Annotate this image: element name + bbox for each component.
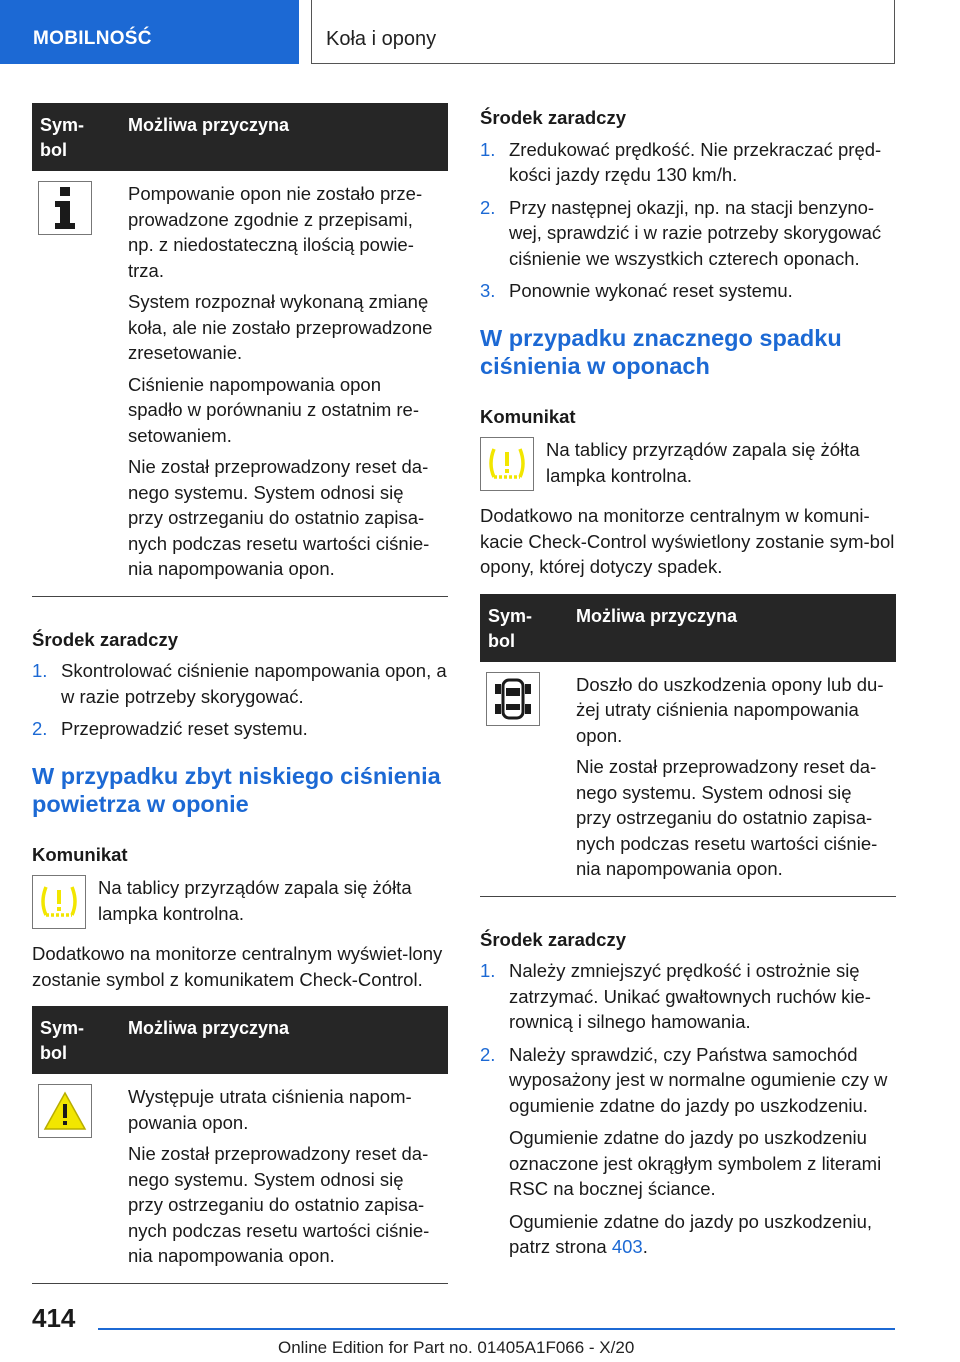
- step-number: 1.: [32, 660, 48, 681]
- message-row: [32, 875, 448, 929]
- page-link[interactable]: 403: [611, 1236, 643, 1257]
- list-item: [480, 137, 896, 188]
- remedy-title: Środek zaradczy: [480, 928, 627, 950]
- header-section-tab: [0, 0, 299, 64]
- message-title: Komunikat: [32, 843, 128, 865]
- section-heading: W przypadku zbyt niskiego ciśnienia powietrza w oponie: [32, 762, 441, 817]
- tire-pressure-warning-icon: [32, 875, 86, 929]
- table-cell-symbol: [480, 662, 568, 897]
- cause-text: Występuje utrata ciśnienia napom-powania opon.: [128, 1086, 412, 1133]
- paragraph: Dodatkowo na monitorze centralnym w komuni-kacie Check-Control wyświetlony zostanie sym-bol opony, której dotyczy spadek.: [480, 505, 895, 577]
- table-header-row: [480, 594, 896, 662]
- car-tire-damage-icon: [486, 672, 540, 726]
- step-text: Należy sprawdzić, czy Państwa samochód wyposażony jest w normalne ogumienie czy w ogumienie zdatne do jazdy po uszkodzeniu.: [509, 1043, 888, 1116]
- table-cell-cause: [120, 1074, 448, 1283]
- step-number: 3.: [480, 280, 496, 301]
- list-item: [480, 958, 896, 1035]
- header-section-label: MOBILNOŚĆ: [33, 28, 152, 49]
- table-header-symbol: Sym- bol: [480, 594, 568, 662]
- remedy-steps: [32, 658, 448, 742]
- left-column: [32, 103, 448, 1284]
- list-item: [480, 278, 896, 304]
- page-number: 414: [32, 1303, 76, 1333]
- cause-table-3: [480, 594, 896, 897]
- list-item: [480, 195, 896, 272]
- table-cell-symbol: [32, 171, 120, 596]
- list-item: [32, 658, 448, 709]
- table-header-row: [32, 1006, 448, 1074]
- table-header-symbol: Sym- bol: [32, 103, 120, 171]
- message-text: Na tablicy przyrządów zapala się żółta lampka kontrolna.: [546, 439, 860, 486]
- table-row: [32, 171, 448, 596]
- cause-text: System rozpoznał wykonaną zmianę koła, ale nie zostało przeprowadzone zresetowanie.: [128, 291, 433, 363]
- info-icon: [38, 181, 92, 235]
- step-text: Przy następnej okazji, np. na stacji benzyno-wej, sprawdzić i w razie potrzeby skorygować ciśnienie we wszystkich czterech oponach.: [509, 196, 882, 269]
- cause-text: Pompowanie opon nie zostało prze-prowadzone zgodnie z przepisami, np. z niedostateczną ilością powie-trza.: [128, 183, 423, 281]
- remedy-title: Środek zaradczy: [32, 628, 179, 650]
- step-note-text: Ogumienie zdatne do jazdy po uszkodzeniu, patrz strona: [509, 1210, 873, 1257]
- tire-pressure-warning-icon: [480, 437, 534, 491]
- message-title: Komunikat: [480, 405, 576, 427]
- table-row: [480, 662, 896, 897]
- step-note: [509, 1209, 896, 1260]
- step-note-suffix: .: [642, 1236, 648, 1257]
- message-row: [480, 437, 896, 491]
- message-text: Na tablicy przyrządów zapala się żółta lampka kontrolna.: [98, 877, 412, 924]
- table-cell-cause: [568, 662, 896, 897]
- table-header-cause: Możliwa przyczyna: [120, 103, 448, 171]
- step-text: Zredukować prędkość. Nie przekraczać pręd-kości jazdy rzędu 130 km/h.: [509, 138, 882, 185]
- table-header-cause: Możliwa przyczyna: [568, 594, 896, 662]
- table-cell-cause: [120, 171, 448, 596]
- cause-table-1: [32, 103, 448, 597]
- right-column: [480, 103, 896, 1267]
- step-number: 2.: [32, 718, 48, 739]
- step-number: 1.: [480, 960, 496, 981]
- cause-text: Ciśnienie napompowania opon spadło w porównaniu z ostatnim re-setowaniem.: [128, 373, 420, 446]
- remedy-steps: [480, 137, 896, 304]
- cause-text: Doszło do uszkodzenia opony lub du-żej utraty ciśnienia napompowania opon.: [576, 673, 884, 746]
- paragraph: Dodatkowo na monitorze centralnym wyświet-lony zostanie symbol z komunikatem Check-Control.: [32, 943, 443, 990]
- cause-text: Nie został przeprowadzony reset da-nego systemu. System odnosi się przy ostrzeganiu do ostatnio zapisa-nych podczas resetu wartości ciśnie-nia napompowania opon.: [128, 456, 430, 579]
- table-header-row: [32, 103, 448, 171]
- table-header-cause: Możliwa przyczyna: [120, 1006, 448, 1074]
- step-note: Ogumienie zdatne do jazdy po uszkodzeniu oznaczone jest okrągłym symbolem z literami RSC na bocznej ściance.: [509, 1127, 882, 1199]
- table-cell-symbol: [32, 1074, 120, 1283]
- cause-table-2: [32, 1006, 448, 1284]
- step-text: Ponownie wykonać reset systemu.: [509, 280, 793, 301]
- step-number: 2.: [480, 196, 496, 218]
- remedy-steps: [480, 958, 896, 1260]
- step-text: Skontrolować ciśnienie napompowania opon, a w razie potrzeby skorygować.: [61, 660, 447, 707]
- warning-triangle-icon: [38, 1084, 92, 1138]
- section-heading: W przypadku znacznego spadku ciśnienia w oponach: [480, 324, 842, 379]
- header-chapter-tab: [311, 0, 895, 64]
- table-header-symbol: Sym- bol: [32, 1006, 120, 1074]
- cause-text: Nie został przeprowadzony reset da-nego systemu. System odnosi się przy ostrzeganiu do ostatnio zapisa-nych podczas resetu wartości ciśnie-nia napompowania opon.: [128, 1143, 430, 1266]
- remedy-title: Środek zaradczy: [480, 107, 627, 128]
- header-chapter-label: Koła i opony: [326, 28, 437, 50]
- list-item: [480, 1042, 896, 1260]
- step-text: Należy zmniejszyć prędkość i ostrożnie się zatrzymać. Unikać gwałtownych ruchów kie-rownicą i silnego hamowania.: [509, 960, 871, 1032]
- list-item: [32, 716, 448, 742]
- table-row: [32, 1074, 448, 1283]
- footer-edition: Online Edition for Part no. 01405A1F066 - X/20: [278, 1338, 635, 1357]
- step-number: 2.: [480, 1043, 496, 1065]
- step-text: Przeprowadzić reset systemu.: [61, 718, 308, 739]
- footer-rule: [98, 1328, 895, 1330]
- step-number: 1.: [480, 138, 496, 160]
- cause-text: Nie został przeprowadzony reset da-nego systemu. System odnosi się przy ostrzeganiu do ostatnio zapisa-nych podczas resetu wartości ciśnie-nia napompowania opon.: [576, 756, 878, 879]
